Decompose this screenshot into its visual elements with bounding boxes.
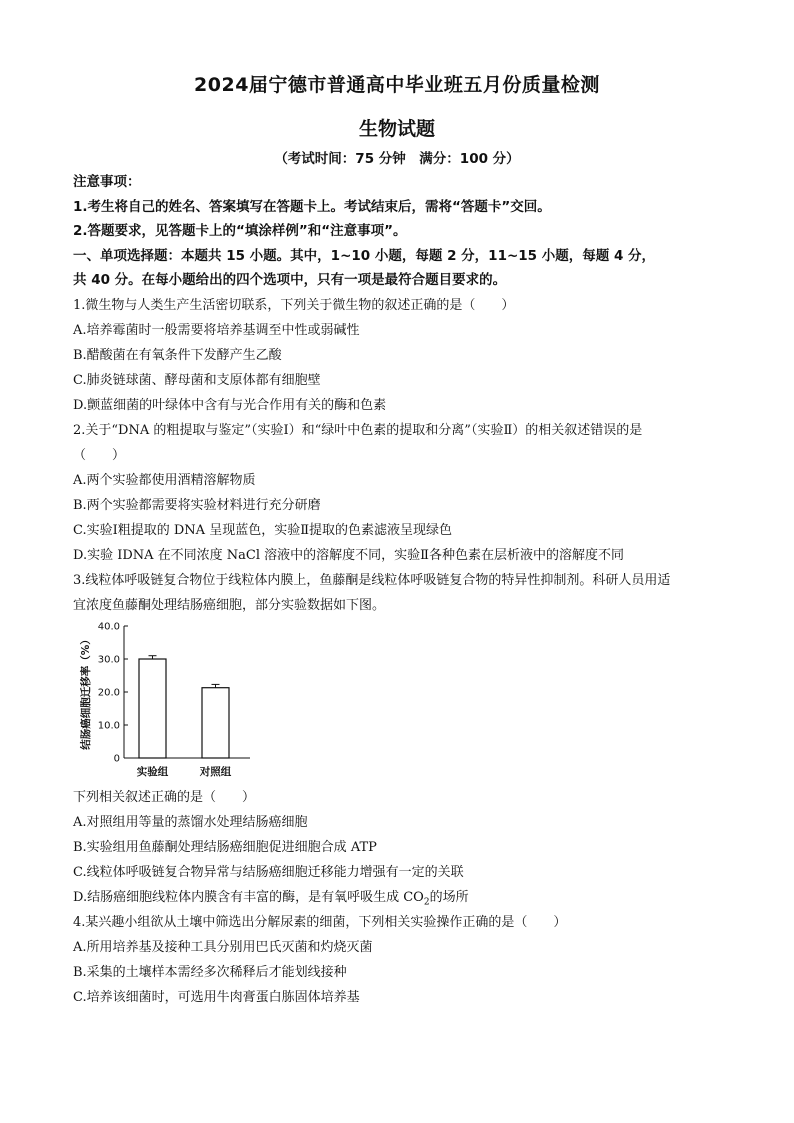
q3-option-d [73, 889, 723, 912]
q4-option-b: B.采集的土壤样本需经多次稀释后才能划线接种 [73, 965, 347, 980]
section-instruction-line-1: 一、单项选择题：本题共 15 小题。其中，1~10 小题，每题 2 分，11~15 小题，每题 4 分， [73, 248, 656, 264]
q4-stem: 4.某兴趣小组欲从土壤中筛选出分解尿素的细菌，下列相关实验操作正确的是（ ） [73, 915, 567, 930]
y-axis-label: 结肠癌细胞迁移率（%） [80, 634, 92, 750]
migration-rate-chart [72, 618, 262, 790]
x-tick-label: 实验组 [136, 766, 169, 778]
subject-title: 生物试题 [358, 118, 435, 140]
q3-option-a: A.对照组用等量的蒸馏水处理结肠癌细胞 [73, 815, 308, 830]
y-tick-label: 20.0 [97, 687, 120, 699]
q3-option-d-subscript: 2 [423, 897, 430, 908]
bar [139, 659, 166, 758]
y-tick-label: 30.0 [97, 654, 120, 666]
y-tick-label: 40.0 [97, 621, 120, 633]
q4-option-c: C.培养该细菌时，可选用牛肉膏蛋白胨固体培养基 [73, 990, 360, 1005]
q2-option-a: A.两个实验都使用酒精溶解物质 [73, 473, 256, 488]
q3-stem-line-2: 宜浓度鱼藤酮处理结肠癌细胞，部分实验数据如下图。 [73, 598, 386, 613]
q3-option-c: C.线粒体呼吸链复合物异常与结肠癌细胞迁移能力增强有一定的关联 [73, 865, 464, 880]
q3-option-d-tail: 的场所 [429, 890, 469, 905]
notes-item-2: 2.答题要求，见答题卡上的“填涂样例”和“注意事项”。 [73, 223, 407, 239]
exam-title: 2024届宁德市普通高中毕业班五月份质量检测 [194, 74, 600, 96]
q1-option-a: A.培养霉菌时一般需要将培养基调至中性或弱碱性 [73, 323, 360, 338]
q2-option-c: C.实验Ⅰ粗提取的 DNA 呈现蓝色，实验Ⅱ提取的色素滤液呈现绿色 [73, 523, 453, 538]
q2-option-d: D.实验 IDNA 在不同浓度 NaCl 溶液中的溶解度不同，实验Ⅱ各种色素在层析液中的溶解度不同 [73, 548, 625, 563]
q2-stem-bracket: （ ） [73, 448, 126, 463]
exam-info: （考试时间：75 分钟 满分：100 分） [274, 151, 520, 167]
q3-option-d-text: D.结肠癌细胞线粒体内膜含有丰富的酶，是有氧呼吸生成 CO [73, 890, 424, 905]
notes-heading: 注意事项： [73, 174, 141, 190]
q1-option-d: D.颤蓝细菌的叶绿体中含有与光合作用有关的酶和色素 [73, 398, 387, 413]
q1-option-c: C.肺炎链球菌、酵母菌和支原体都有细胞壁 [73, 373, 321, 388]
q2-stem: 2.关于“DNA 的粗提取与鉴定”（实验Ⅰ）和“绿叶中色素的提取和分离”（实验Ⅱ）的相关叙述错误的是 [73, 423, 643, 438]
notes-item-1: 1.考生将自己的姓名、答案填写在答题卡上。考试结束后，需将“答题卡”交回。 [73, 199, 551, 215]
bar [202, 688, 229, 758]
q2-option-b: B.两个实验都需要将实验材料进行充分研磨 [73, 498, 321, 513]
section-instruction-line-2: 共 40 分。在每小题给出的四个选项中，只有一项是最符合题目要求的。 [73, 272, 507, 288]
q3-stem: 3.线粒体呼吸链复合物位于线粒体内膜上，鱼藤酮是线粒体呼吸链复合物的特异性抑制剂。科研人员用适 [73, 573, 671, 588]
y-tick-label: 0 [113, 753, 120, 765]
q3-prompt: 下列相关叙述正确的是（ ） [73, 790, 256, 805]
q3-option-b: B.实验组用鱼藤酮处理结肠癌细胞促进细胞合成 ATP [73, 840, 377, 855]
y-tick-label: 10.0 [97, 720, 120, 732]
q1-option-b: B.醋酸菌在有氧条件下发酵产生乙酸 [73, 348, 282, 363]
q4-option-a: A.所用培养基及接种工具分别用巴氏灭菌和灼烧灭菌 [73, 940, 373, 955]
q1-stem: 1.微生物与人类生产生活密切联系，下列关于微生物的叙述正确的是（ ） [73, 298, 515, 313]
x-tick-label: 对照组 [199, 766, 232, 778]
